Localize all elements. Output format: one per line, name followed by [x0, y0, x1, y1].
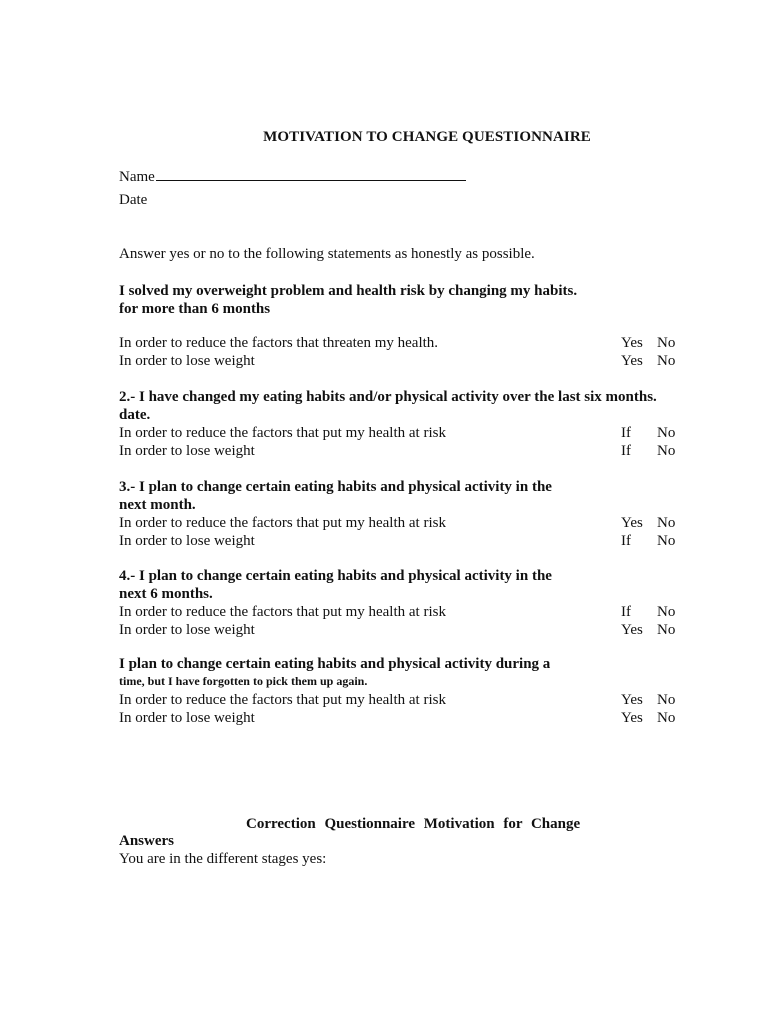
statement-text: In order to reduce the factors that put my health at risk — [119, 692, 446, 708]
date-label: Date — [119, 192, 148, 208]
heading-line-1: 2.- I have changed my eating habits and/or physical activity over the last six months. — [119, 389, 657, 405]
answer-option-a: If — [621, 533, 631, 549]
section-heading — [119, 567, 689, 603]
question-row — [119, 424, 689, 442]
answer-option-b: No — [657, 710, 676, 726]
answer-option-b: No — [657, 515, 676, 531]
instructions-text: Answer yes or no to the following statements as honestly as possible. — [119, 246, 535, 262]
statement-text: In order to lose weight — [119, 533, 255, 549]
answer-option-a: If — [621, 425, 631, 441]
question-row — [119, 514, 689, 532]
answer-option-b: No — [657, 425, 676, 441]
answer-option-b: No — [657, 533, 676, 549]
answer-option-a: If — [621, 604, 631, 620]
heading-line-1: I plan to change certain eating habits and physical activity during a — [119, 656, 551, 672]
heading-line-2: date. — [119, 407, 151, 423]
question-row — [119, 532, 689, 550]
question-row — [119, 621, 689, 639]
heading-line-2: time, but I have forgotten to pick them up again. — [119, 674, 368, 688]
answer-option-b: No — [657, 604, 676, 620]
statement-text: In order to reduce the factors that put my health at risk — [119, 515, 446, 531]
answer-option-a: Yes — [621, 622, 643, 638]
answer-option-a: Yes — [621, 515, 643, 531]
heading-line-1: 3.- I plan to change certain eating habits and physical activity in the — [119, 479, 552, 495]
section-heading — [119, 655, 689, 689]
question-row — [119, 442, 689, 460]
name-blank-line — [156, 165, 466, 181]
heading-line-2: for more than 6 months — [119, 301, 271, 317]
heading-line-1: 4.- I plan to change certain eating habits and physical activity in the — [119, 568, 552, 584]
answer-option-b: No — [657, 335, 676, 351]
question-row — [119, 709, 689, 727]
question-section-1 — [119, 282, 689, 370]
answer-option-b: No — [657, 692, 676, 708]
question-section-5 — [119, 655, 689, 727]
answer-option-b: No — [657, 443, 676, 459]
question-section-2 — [119, 388, 689, 460]
answer-option-a: Yes — [621, 335, 643, 351]
correction-title: Correction Questionnaire Motivation for Change — [246, 816, 581, 832]
answer-option-a: Yes — [621, 710, 643, 726]
answer-option-b: No — [657, 622, 676, 638]
answer-option-a: Yes — [621, 692, 643, 708]
question-section-3 — [119, 478, 689, 550]
statement-text: In order to lose weight — [119, 353, 255, 369]
statement-text: In order to reduce the factors that put my health at risk — [119, 604, 446, 620]
answer-option-b: No — [657, 353, 676, 369]
section-heading — [119, 282, 689, 318]
stages-text: You are in the different stages yes: — [119, 851, 327, 867]
question-row — [119, 603, 689, 621]
heading-line-1: I solved my overweight problem and health risk by changing my habits. — [119, 283, 578, 299]
section-heading — [119, 478, 689, 514]
statement-text: In order to lose weight — [119, 710, 255, 726]
statement-text: In order to reduce the factors that threaten my health. — [119, 335, 439, 351]
question-row — [119, 352, 689, 370]
date-field — [119, 192, 147, 209]
question-row — [119, 334, 689, 352]
answers-label: Answers — [119, 833, 174, 849]
answer-option-a: If — [621, 443, 631, 459]
document-title: MOTIVATION TO CHANGE QUESTIONNAIRE — [263, 129, 591, 145]
question-section-4 — [119, 567, 689, 639]
heading-line-2: next 6 months. — [119, 586, 213, 602]
question-row — [119, 691, 689, 709]
statement-text: In order to lose weight — [119, 622, 255, 638]
answer-option-a: Yes — [621, 353, 643, 369]
statement-text: In order to reduce the factors that put my health at risk — [119, 425, 446, 441]
heading-line-2: next month. — [119, 497, 196, 513]
name-label: Name — [119, 169, 155, 185]
statement-text: In order to lose weight — [119, 443, 255, 459]
name-field — [119, 165, 466, 186]
section-heading — [119, 388, 689, 424]
